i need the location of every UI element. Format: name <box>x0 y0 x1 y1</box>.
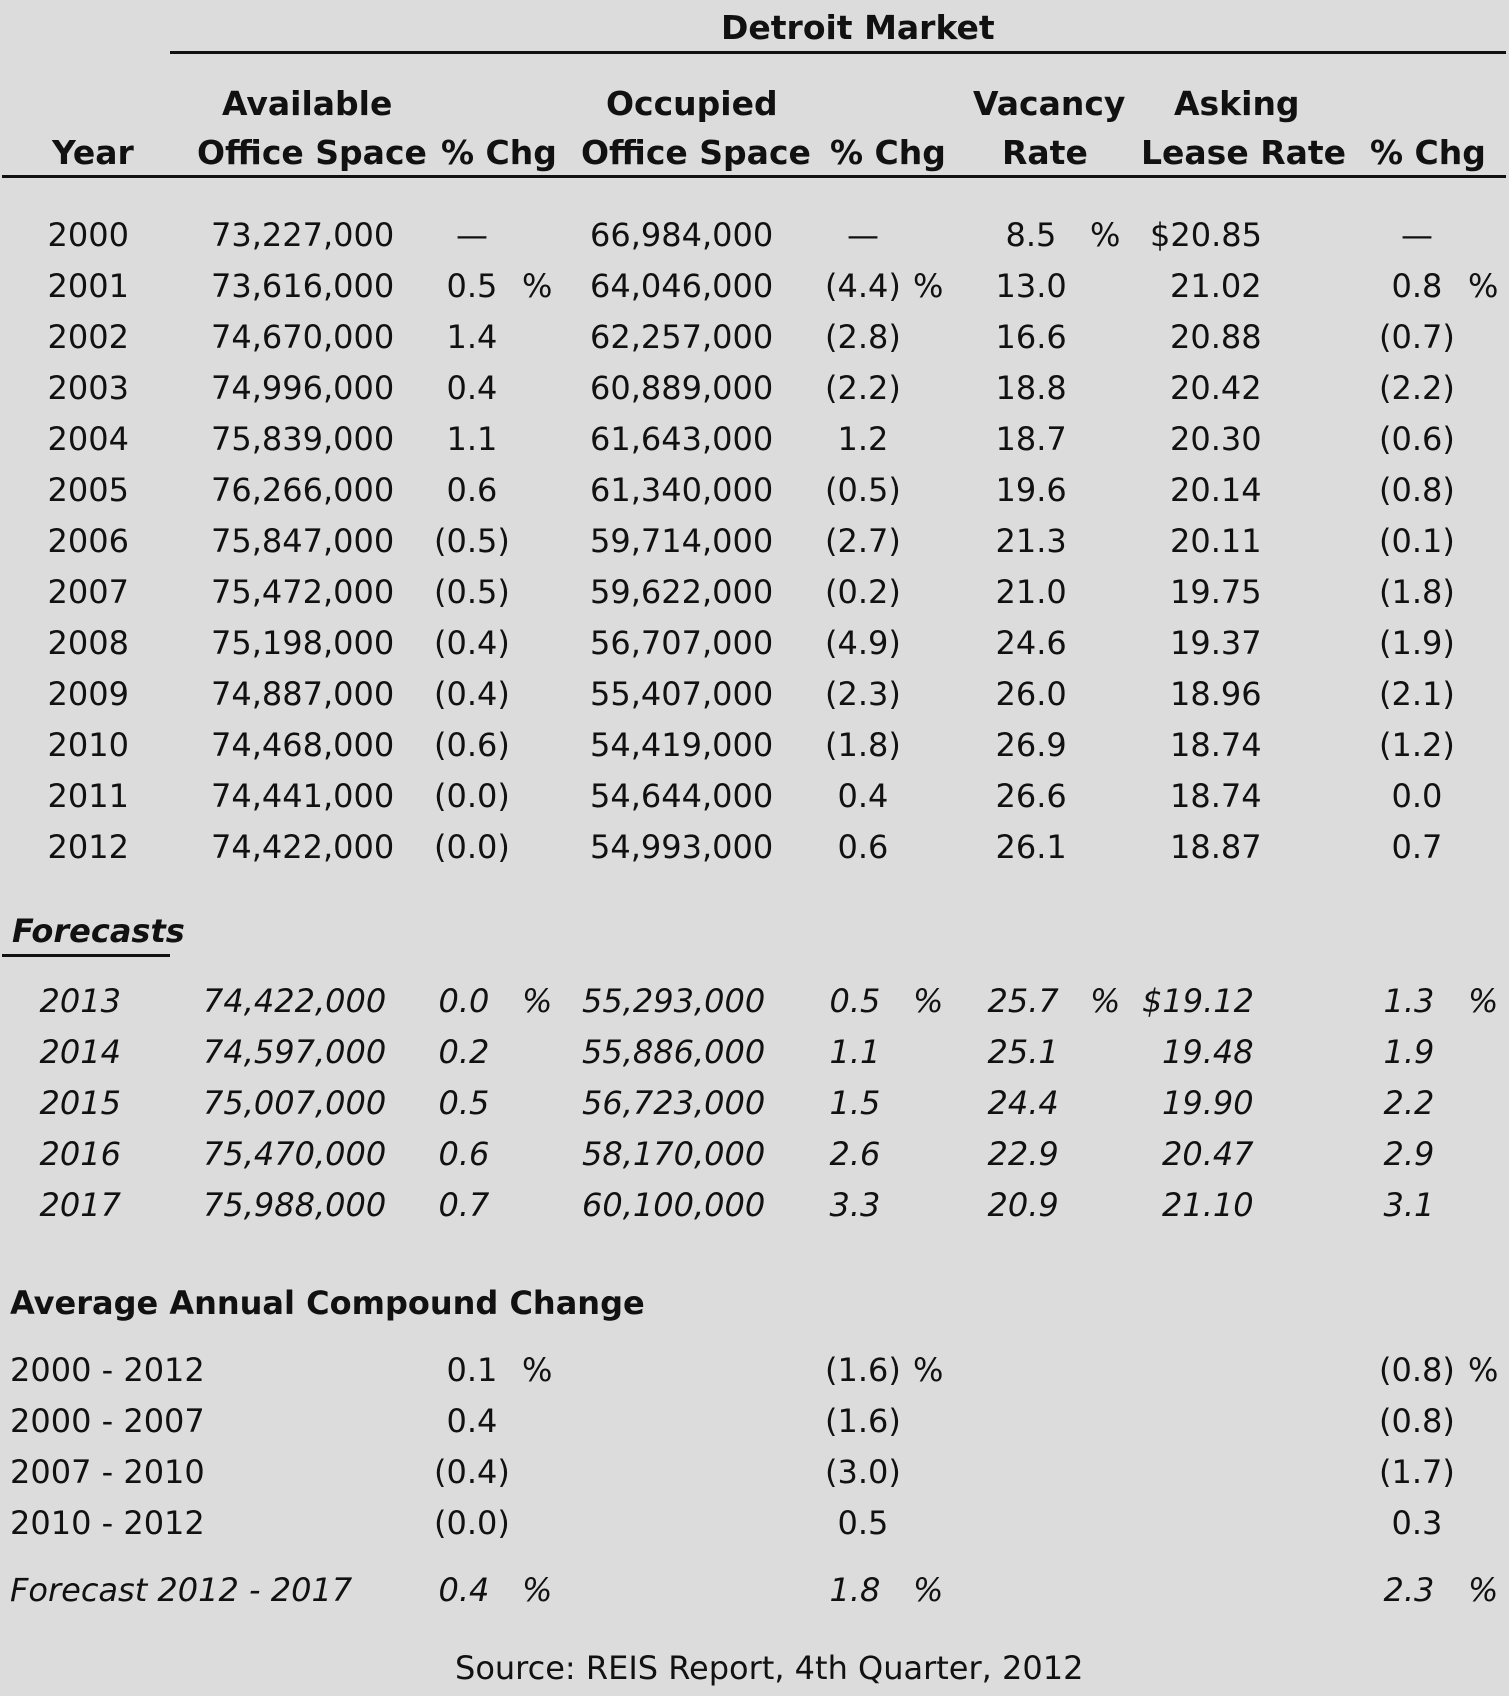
row-asking-chg: (2.1) <box>1379 675 1455 713</box>
source-note: Source: REIS Report, 4th Quarter, 2012 <box>455 1649 1084 1687</box>
row-occupied-space: 64,046,000 <box>590 267 774 305</box>
forecast-compound-occupied-chg-unit: % <box>913 1571 944 1609</box>
row-occupied-space: 60,889,000 <box>590 369 774 407</box>
forecast-compound-available-chg: 0.4 <box>438 1571 490 1609</box>
row-available-space: 74,422,000 <box>203 982 387 1020</box>
compound-occupied-chg: (1.6) <box>825 1351 901 1389</box>
row-occupied-chg: (4.9) <box>825 624 901 662</box>
row-vacancy-rate: 8.5 <box>1005 216 1057 254</box>
row-asking-rate: 20.14 <box>1170 471 1262 509</box>
row-available-chg: (0.5) <box>434 522 510 560</box>
row-occupied-space: 56,723,000 <box>582 1084 766 1122</box>
header-chg-2: % Chg <box>830 133 946 172</box>
compound-available-chg-unit: % <box>522 1351 553 1389</box>
row-vacancy-rate: 26.1 <box>995 828 1067 866</box>
row-occupied-space: 66,984,000 <box>590 216 774 254</box>
title-rule <box>170 51 1506 54</box>
row-asking-rate: 21.02 <box>1170 267 1262 305</box>
row-vacancy-rate: 19.6 <box>995 471 1067 509</box>
row-available-chg: (0.6) <box>434 726 510 764</box>
row-available-space: 73,227,000 <box>211 216 395 254</box>
row-occupied-space: 61,643,000 <box>590 420 774 458</box>
compound-period: 2000 - 2007 <box>10 1402 205 1440</box>
row-asking-rate: 20.88 <box>1170 318 1262 356</box>
row-available-space: 74,887,000 <box>211 675 395 713</box>
row-asking-rate: 19.90 <box>1162 1084 1254 1122</box>
row-available-space: 76,266,000 <box>211 471 395 509</box>
row-available-chg: 1.1 <box>446 420 498 458</box>
row-year: 2013 <box>39 982 121 1020</box>
row-occupied-space: 59,714,000 <box>590 522 774 560</box>
row-asking-chg: 0.7 <box>1391 828 1443 866</box>
row-asking-chg-unit: % <box>1468 267 1499 305</box>
row-vacancy-rate: 21.3 <box>995 522 1067 560</box>
row-occupied-chg: 1.1 <box>829 1033 881 1071</box>
compound-occupied-chg: (1.6) <box>825 1402 901 1440</box>
row-available-space: 75,847,000 <box>211 522 395 560</box>
row-occupied-space: 60,100,000 <box>582 1186 766 1224</box>
row-occupied-chg: 2.6 <box>829 1135 881 1173</box>
row-asking-chg: 1.9 <box>1383 1033 1435 1071</box>
row-occupied-chg: (4.4) <box>825 267 901 305</box>
header-available-2: Office Space <box>197 133 427 172</box>
row-year: 2010 <box>47 726 129 764</box>
row-occupied-chg: 1.2 <box>837 420 889 458</box>
row-available-chg: 0.2 <box>438 1033 490 1071</box>
row-occupied-chg: 0.4 <box>837 777 889 815</box>
row-available-chg: (0.4) <box>434 675 510 713</box>
forecast-compound-period: Forecast 2012 - 2017 <box>10 1571 353 1609</box>
row-available-chg: (0.0) <box>434 777 510 815</box>
row-vacancy-rate: 22.9 <box>987 1135 1059 1173</box>
row-occupied-chg: (1.8) <box>825 726 901 764</box>
row-asking-rate: 19.37 <box>1170 624 1262 662</box>
row-vacancy-unit: % <box>1090 216 1121 254</box>
row-asking-chg: (0.1) <box>1379 522 1455 560</box>
row-occupied-chg-unit: % <box>913 267 944 305</box>
row-occupied-chg: 0.5 <box>829 982 881 1020</box>
row-year: 2002 <box>47 318 129 356</box>
row-asking-rate: 21.10 <box>1162 1186 1254 1224</box>
row-asking-rate: $20.85 <box>1150 216 1262 254</box>
row-asking-chg: (1.8) <box>1379 573 1455 611</box>
row-available-chg: 0.5 <box>446 267 498 305</box>
header-asking-2: Lease Rate <box>1141 133 1347 172</box>
row-occupied-chg: (2.7) <box>825 522 901 560</box>
row-asking-chg: — <box>1401 216 1433 254</box>
row-available-chg-unit: % <box>522 982 553 1020</box>
forecast-compound-asking-chg: 2.3 <box>1383 1571 1435 1609</box>
row-vacancy-rate: 18.8 <box>995 369 1067 407</box>
row-occupied-space: 59,622,000 <box>590 573 774 611</box>
row-occupied-chg: (2.8) <box>825 318 901 356</box>
compound-available-chg: 0.4 <box>446 1402 498 1440</box>
row-available-chg: 0.0 <box>438 982 490 1020</box>
row-vacancy-rate: 24.6 <box>995 624 1067 662</box>
row-year: 2004 <box>47 420 129 458</box>
row-occupied-space: 54,419,000 <box>590 726 774 764</box>
compound-period: 2010 - 2012 <box>10 1504 205 1542</box>
compound-asking-chg: 0.3 <box>1391 1504 1443 1542</box>
row-occupied-chg: (2.2) <box>825 369 901 407</box>
header-vacancy-1: Vacancy <box>973 84 1126 123</box>
compound-occupied-chg-unit: % <box>913 1351 944 1389</box>
row-vacancy-rate: 25.1 <box>987 1033 1059 1071</box>
forecast-compound-occupied-chg: 1.8 <box>829 1571 881 1609</box>
row-asking-chg-unit: % <box>1468 982 1499 1020</box>
header-vacancy-2: Rate <box>1002 133 1088 172</box>
row-available-space: 74,670,000 <box>211 318 395 356</box>
row-available-space: 74,441,000 <box>211 777 395 815</box>
table-title: Detroit Market <box>721 8 995 47</box>
row-vacancy-rate: 26.6 <box>995 777 1067 815</box>
compound-period: 2000 - 2012 <box>10 1351 205 1389</box>
row-asking-rate: 18.87 <box>1170 828 1262 866</box>
row-vacancy-rate: 24.4 <box>987 1084 1059 1122</box>
forecast-compound-asking-chg-unit: % <box>1468 1571 1499 1609</box>
row-asking-chg: 2.9 <box>1383 1135 1435 1173</box>
header-occupied-2: Office Space <box>581 133 811 172</box>
row-occupied-chg: — <box>847 216 879 254</box>
header-available-1: Available <box>222 84 393 123</box>
row-year: 2007 <box>47 573 129 611</box>
row-available-chg: 0.6 <box>438 1135 490 1173</box>
row-asking-chg: 1.3 <box>1383 982 1435 1020</box>
row-asking-rate: 19.48 <box>1162 1033 1254 1071</box>
row-asking-chg: 0.0 <box>1391 777 1443 815</box>
row-year: 2001 <box>47 267 129 305</box>
row-available-space: 74,468,000 <box>211 726 395 764</box>
compound-asking-chg: (0.8) <box>1379 1402 1455 1440</box>
row-available-space: 75,988,000 <box>203 1186 387 1224</box>
row-asking-rate: 20.42 <box>1170 369 1262 407</box>
header-year: Year <box>52 133 134 172</box>
row-available-space: 73,616,000 <box>211 267 395 305</box>
row-available-chg: 0.4 <box>446 369 498 407</box>
row-vacancy-rate: 21.0 <box>995 573 1067 611</box>
row-vacancy-rate: 16.6 <box>995 318 1067 356</box>
row-available-chg: (0.0) <box>434 828 510 866</box>
row-vacancy-rate: 26.0 <box>995 675 1067 713</box>
row-asking-chg: (0.8) <box>1379 471 1455 509</box>
row-available-chg: 0.6 <box>446 471 498 509</box>
row-available-chg: (0.4) <box>434 624 510 662</box>
row-occupied-chg: (0.2) <box>825 573 901 611</box>
row-asking-rate: 20.30 <box>1170 420 1262 458</box>
row-vacancy-rate: 26.9 <box>995 726 1067 764</box>
row-occupied-space: 58,170,000 <box>582 1135 766 1173</box>
header-chg-3: % Chg <box>1370 133 1486 172</box>
header-occupied-1: Occupied <box>606 84 778 123</box>
row-vacancy-rate: 25.7 <box>987 982 1059 1020</box>
compound-occupied-chg: 0.5 <box>837 1504 889 1542</box>
row-year: 2011 <box>47 777 129 815</box>
row-available-space: 75,198,000 <box>211 624 395 662</box>
row-occupied-chg-unit: % <box>913 982 944 1020</box>
row-year: 2016 <box>39 1135 121 1173</box>
row-asking-chg: (1.9) <box>1379 624 1455 662</box>
row-available-chg: 0.7 <box>438 1186 490 1224</box>
row-asking-rate: 18.96 <box>1170 675 1262 713</box>
row-available-chg: (0.5) <box>434 573 510 611</box>
row-occupied-space: 55,407,000 <box>590 675 774 713</box>
row-occupied-space: 55,293,000 <box>582 982 766 1020</box>
row-asking-chg: 2.2 <box>1383 1084 1435 1122</box>
row-occupied-space: 61,340,000 <box>590 471 774 509</box>
row-year: 2012 <box>47 828 129 866</box>
row-available-chg: 0.5 <box>438 1084 490 1122</box>
row-available-space: 75,007,000 <box>203 1084 387 1122</box>
compound-label: Average Annual Compound Change <box>10 1284 645 1322</box>
row-vacancy-rate: 13.0 <box>995 267 1067 305</box>
row-asking-chg: (2.2) <box>1379 369 1455 407</box>
row-asking-chg: 0.8 <box>1391 267 1443 305</box>
row-year: 2014 <box>39 1033 121 1071</box>
row-occupied-chg: 3.3 <box>829 1186 881 1224</box>
row-available-space: 74,597,000 <box>203 1033 387 1071</box>
compound-asking-chg: (0.8) <box>1379 1351 1455 1389</box>
row-asking-rate: 20.47 <box>1162 1135 1254 1173</box>
row-available-chg-unit: % <box>522 267 553 305</box>
row-vacancy-unit: % <box>1090 982 1121 1020</box>
header-rule <box>2 175 1506 178</box>
row-year: 2003 <box>47 369 129 407</box>
row-available-chg: — <box>456 216 488 254</box>
row-asking-rate: $19.12 <box>1142 982 1254 1020</box>
row-occupied-chg: (0.5) <box>825 471 901 509</box>
row-year: 2000 <box>47 216 129 254</box>
row-available-space: 74,422,000 <box>211 828 395 866</box>
compound-available-chg: (0.0) <box>434 1504 510 1542</box>
row-asking-chg: (0.6) <box>1379 420 1455 458</box>
forecast-compound-available-chg-unit: % <box>522 1571 553 1609</box>
forecasts-rule <box>2 954 170 957</box>
row-asking-chg: 3.1 <box>1383 1186 1435 1224</box>
row-occupied-chg: 0.6 <box>837 828 889 866</box>
row-asking-chg: (1.2) <box>1379 726 1455 764</box>
compound-asking-chg: (1.7) <box>1379 1453 1455 1491</box>
compound-available-chg: (0.4) <box>434 1453 510 1491</box>
row-occupied-space: 54,993,000 <box>590 828 774 866</box>
row-year: 2005 <box>47 471 129 509</box>
row-occupied-space: 54,644,000 <box>590 777 774 815</box>
header-chg-1: % Chg <box>441 133 557 172</box>
compound-occupied-chg: (3.0) <box>825 1453 901 1491</box>
row-year: 2009 <box>47 675 129 713</box>
forecasts-label: Forecasts <box>12 912 185 950</box>
row-occupied-chg: 1.5 <box>829 1084 881 1122</box>
row-asking-rate: 20.11 <box>1170 522 1262 560</box>
row-year: 2008 <box>47 624 129 662</box>
row-year: 2006 <box>47 522 129 560</box>
row-year: 2017 <box>39 1186 121 1224</box>
row-available-space: 74,996,000 <box>211 369 395 407</box>
compound-period: 2007 - 2010 <box>10 1453 205 1491</box>
row-occupied-chg: (2.3) <box>825 675 901 713</box>
row-asking-rate: 18.74 <box>1170 726 1262 764</box>
row-vacancy-rate: 18.7 <box>995 420 1067 458</box>
row-occupied-space: 55,886,000 <box>582 1033 766 1071</box>
row-available-space: 75,470,000 <box>203 1135 387 1173</box>
row-vacancy-rate: 20.9 <box>987 1186 1059 1224</box>
compound-asking-chg-unit: % <box>1468 1351 1499 1389</box>
row-occupied-space: 56,707,000 <box>590 624 774 662</box>
row-available-chg: 1.4 <box>446 318 498 356</box>
row-asking-rate: 19.75 <box>1170 573 1262 611</box>
row-asking-chg: (0.7) <box>1379 318 1455 356</box>
row-available-space: 75,839,000 <box>211 420 395 458</box>
row-asking-rate: 18.74 <box>1170 777 1262 815</box>
row-year: 2015 <box>39 1084 121 1122</box>
compound-available-chg: 0.1 <box>446 1351 498 1389</box>
row-occupied-space: 62,257,000 <box>590 318 774 356</box>
header-asking-1: Asking <box>1174 84 1300 123</box>
row-available-space: 75,472,000 <box>211 573 395 611</box>
